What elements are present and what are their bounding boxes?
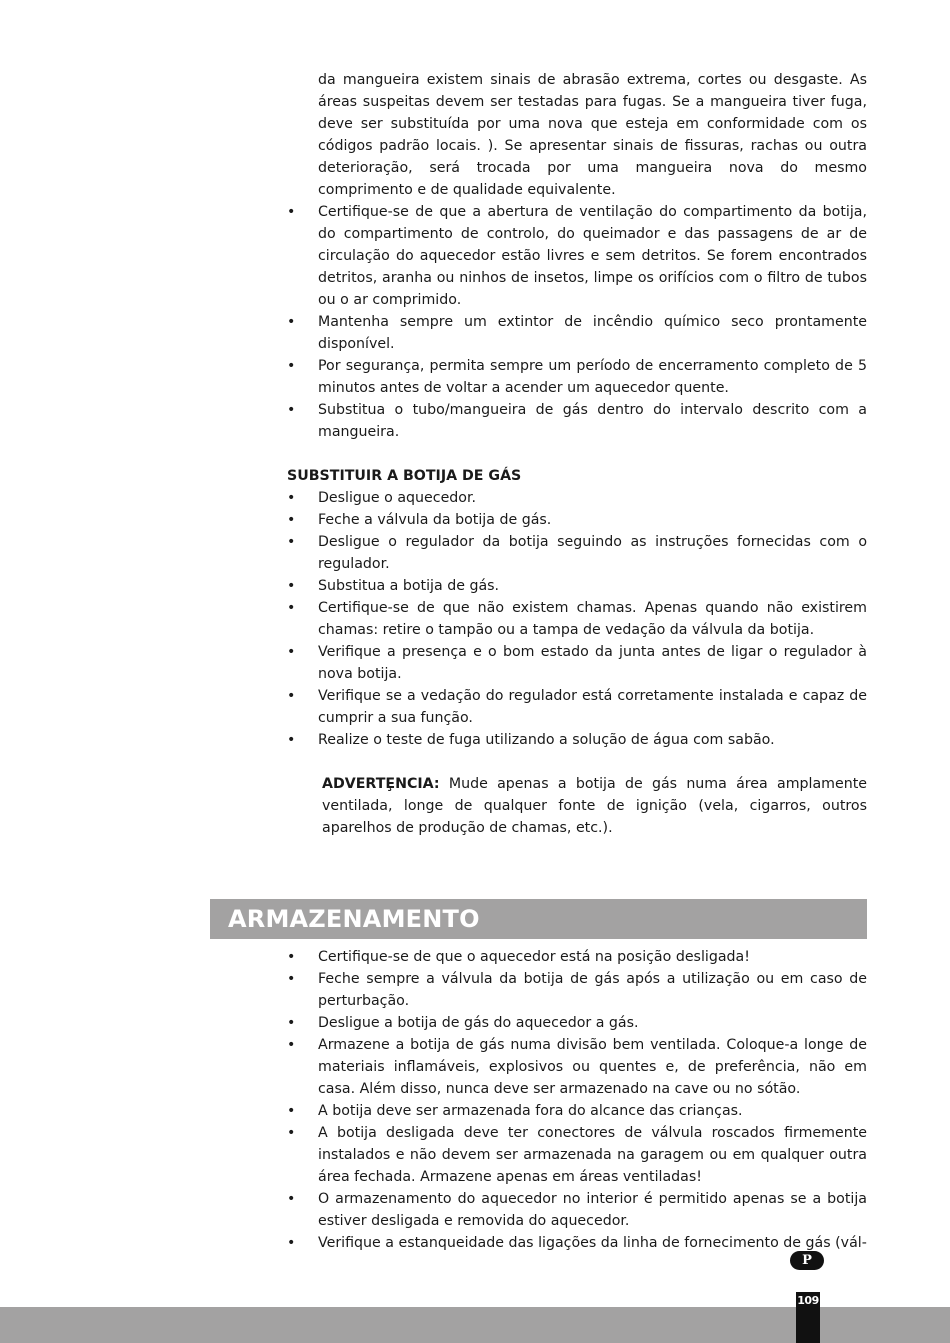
list-item-text: Verifique a estanqueidade das ligações da linha de fornecimento de gás (vál- (318, 1235, 867, 1251)
page-number: 109 (797, 1294, 819, 1307)
language-badge: P (790, 1251, 824, 1270)
list-item-text: Desligue o aquecedor. (318, 490, 477, 506)
maintenance-list (287, 201, 867, 443)
bullet-icon: • (287, 1037, 296, 1053)
bullet-icon: • (287, 512, 296, 528)
bullet-icon: • (287, 971, 296, 987)
list-item (287, 968, 867, 1012)
list-item (287, 399, 867, 443)
bullet-icon: • (287, 578, 296, 594)
section-title-bar (210, 899, 867, 939)
list-item (287, 531, 867, 575)
bullet-icon: • (287, 1235, 296, 1251)
list-item-text: Verifique a presença e o bom estado da junta antes de ligar o regulador à nova botija. (318, 644, 867, 682)
warning-note (322, 773, 867, 839)
bullet-icon: • (287, 644, 296, 660)
bullet-icon: • (287, 732, 296, 748)
maintenance-block (287, 69, 867, 443)
bullet-icon: • (287, 490, 296, 506)
bullet-icon: • (287, 1015, 296, 1031)
section-heading: SUBSTITUIR A BOTIJA DE GÁS (287, 468, 522, 484)
list-item (287, 946, 867, 968)
list-item-text: Feche a válvula da botija de gás. (318, 512, 552, 528)
list-item (287, 355, 867, 399)
list-item (287, 1100, 867, 1122)
section-title: ARMAZENAMENTO (228, 905, 480, 933)
bullet-icon: • (287, 534, 296, 550)
bullet-icon: • (287, 600, 296, 616)
warning-label: ADVERTȨNCIA: (322, 776, 440, 792)
list-item-text: Desligue o regulador da botija seguindo as instruções fornecidas com o regulador. (318, 534, 867, 572)
bullet-icon: • (287, 402, 296, 418)
bullet-icon: • (287, 1125, 296, 1141)
list-item (287, 685, 867, 729)
bullet-icon: • (287, 358, 296, 374)
list-item (287, 597, 867, 641)
bullet-icon: • (287, 1103, 296, 1119)
list-item (287, 487, 867, 509)
list-item (287, 1034, 867, 1100)
storage-list (287, 946, 867, 1254)
list-item-text: Substitua a botija de gás. (318, 578, 500, 594)
continuation-paragraph: da mangueira existem sinais de abrasão extrema, cortes ou desgaste. As áreas suspeitas devem ser testadas para fugas. Se a mangueira tiver fuga, deve ser substituída por uma nova que esteja em conformidade com os códigos padrão locais. ). Se apresentar sinais de fissuras, rachas ou outra deterioração, será trocada por uma mangueira nova do mesmo comprimento e de qualidade equivalente. (318, 72, 867, 198)
list-item-text: Realize o teste de fuga utilizando a solução de água com sabão. (318, 732, 775, 748)
list-item-text: Feche sempre a válvula da botija de gás após a utilização ou em caso de perturbação. (318, 971, 867, 1009)
list-item-text: Desligue a botija de gás do aquecedor a gás. (318, 1015, 639, 1031)
bullet-icon: • (287, 688, 296, 704)
list-item-text: Certifique-se de que o aquecedor está na posição desligada! (318, 949, 750, 965)
list-item-text: A botija deve ser armazenada fora do alcance das crianças. (318, 1103, 743, 1119)
bullet-icon: • (287, 1191, 296, 1207)
replace-steps-list (287, 487, 867, 751)
bullet-icon: • (287, 314, 296, 330)
page-number-tab (796, 1292, 820, 1343)
list-item (287, 729, 867, 751)
list-item (287, 1012, 867, 1034)
list-item (287, 575, 867, 597)
list-item-text: Por segurança, permita sempre um período de encerramento completo de 5 minutos antes de voltar a acender um aquecedor quente. (318, 358, 867, 396)
list-item (287, 1188, 867, 1232)
list-item-text: A botija desligada deve ter conectores de válvula roscados firmemente instalados e não devem ser armazenada na garagem ou em qualquer outra área fechada. Armazene apenas em áreas ventiladas! (318, 1125, 867, 1185)
bullet-icon: • (287, 204, 296, 220)
list-item-text: Mantenha sempre um extintor de incêndio químico seco prontamente disponível. (318, 314, 867, 352)
list-item (287, 1232, 867, 1254)
list-item (287, 1122, 867, 1188)
list-item (287, 201, 867, 311)
list-item (287, 509, 867, 531)
list-item-text: Certifique-se de que a abertura de ventilação do compartimento da botija, do compartimento de controlo, do queimador e das passagens de ar de circulação do aquecedor estão livres e sem detritos. Se forem encontrados detritos, aranha ou ninhos de insetos, limpe os orifícios com o filtro de tubos ou o ar comprimido. (318, 204, 867, 308)
replace-cylinder-section (287, 465, 867, 751)
list-item-text: Armazene a botija de gás numa divisão bem ventilada. Coloque-a longe de materiais inflamáveis, explosivos ou quentes e, de preferência, não em casa. Além disso, nunca deve ser armazenado na cave ou no sótão. (318, 1037, 867, 1097)
bullet-icon: • (287, 949, 296, 965)
list-item-text: Verifique se a vedação do regulador está corretamente instalada e capaz de cumprir a sua função. (318, 688, 867, 726)
warning-text: Mude apenas a botija de gás numa área amplamente ventilada, longe de qualquer fonte de ignição (vela, cigarros, outros aparelhos de produção de chamas, etc.). (322, 776, 867, 836)
list-item-text: O armazenamento do aquecedor no interior é permitido apenas se a botija estiver desligada e removida do aquecedor. (318, 1191, 867, 1229)
list-item (287, 311, 867, 355)
storage-section (287, 946, 867, 1254)
list-item-text: Substitua o tubo/mangueira de gás dentro do intervalo descrito com a mangueira. (318, 402, 867, 440)
list-item (287, 641, 867, 685)
list-item-text: Certifique-se de que não existem chamas. Apenas quando não existirem chamas: retire o tampão ou a tampa de vedação da válvula da botija. (318, 600, 867, 638)
